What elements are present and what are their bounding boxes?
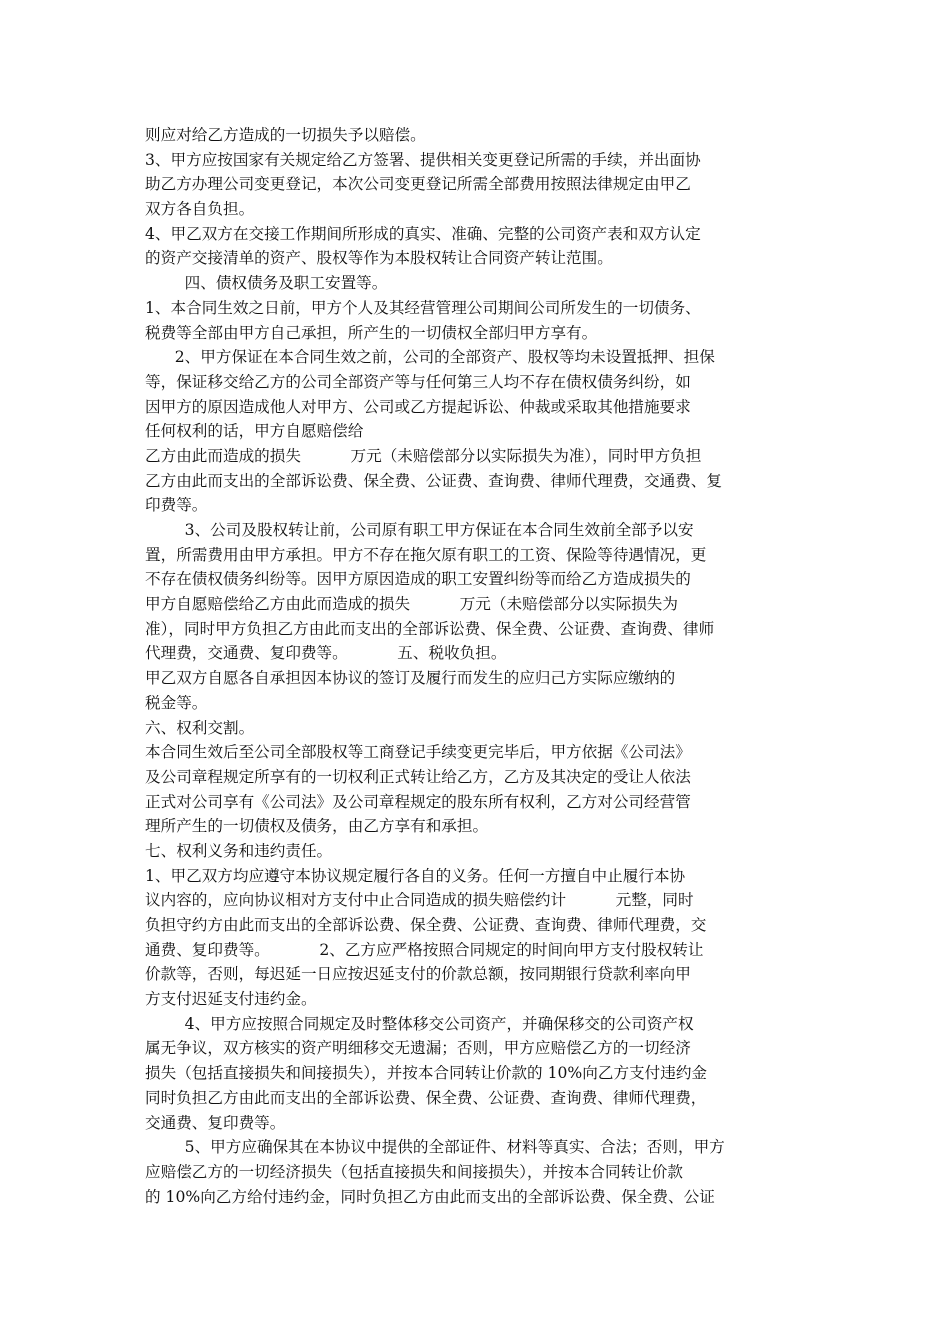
text-line: 同时负担乙方由此而支出的全部诉讼费、保全费、公证费、查询费、律师代理费， [145, 1088, 707, 1107]
text-line: 属无争议，双方核实的资产明细移交无遗漏；否则，甲方应赔偿乙方的一切经济 [145, 1039, 691, 1058]
text-line: 税金等。 [145, 693, 208, 712]
text-line: 乙方由此而造成的损失 万元（未赔偿部分以实际损失为准），同时甲方负担 [145, 446, 702, 465]
text-line: 则应对给乙方造成的一切损失予以赔偿。 [145, 126, 426, 144]
text-line: 价款等，否则，每迟延一日应按迟延支付的价款总额，按同期银行贷款利率向甲 [145, 965, 691, 984]
text-line: 助乙方办理公司变更登记，本次公司变更登记所需全部费用按照法律规定由甲乙 [145, 175, 691, 194]
text-line: 税费等全部由甲方自己承担，所产生的一切债权全部归甲方享有。 [145, 323, 598, 342]
text-line: 2、甲方保证在本合同生效之前，公司的全部资产、股权等均未设置抵押、担保 [145, 348, 715, 367]
text-line: 的 10%向乙方给付违约金，同时负担乙方由此而支出的全部诉讼费、保全费、公证 [145, 1187, 715, 1206]
text-line: 理所产生的一切债权及债务，由乙方享有和承担。 [145, 817, 489, 836]
text-line: 及公司章程规定所享有的一切权利正式转让给乙方，乙方及其决定的受让人依法 [145, 767, 691, 786]
text-line: 议内容的，应向协议相对方支付中止合同造成的损失赔偿约计 元整，同时 [145, 891, 694, 910]
text-line: 4、甲乙双方在交接工作期间所形成的真实、准确、完整的公司资产表和双方认定 [145, 224, 701, 243]
document-body [145, 123, 813, 1209]
text-line: 交通费、复印费等。 [145, 1113, 286, 1132]
text-line: 甲方自愿赔偿给乙方由此而造成的损失 万元（未赔偿部分以实际损失为 [145, 595, 678, 614]
text-line: 3、公司及股权转让前，公司原有职工甲方保证在本合同生效前全部予以安 [145, 521, 694, 539]
text-line: 1、甲乙双方均应遵守本协议规定履行各自的义务。任何一方擅自中止履行本协 [145, 866, 686, 885]
text-line: 代理费，交通费、复印费等。 五、税收负担。 [145, 644, 507, 663]
text-line: 负担守约方由此而支出的全部诉讼费、保全费、公证费、查询费、律师代理费，交 [145, 916, 707, 934]
text-line: 本合同生效后至公司全部股权等工商登记手续变更完毕后，甲方依据《公司法》 [145, 743, 691, 762]
text-line: 通费、复印费等。 2、乙方应严格按照合同规定的时间向甲方支付股权转让 [145, 940, 704, 959]
text-line: 准），同时甲方负担乙方由此而支出的全部诉讼费、保全费、公证费、查询费、律师 [145, 619, 715, 638]
text-line: 六、权利交割。 [145, 718, 255, 737]
text-line: 1、本合同生效之日前，甲方个人及其经营管理公司期间公司所发生的一切债务、 [145, 298, 701, 317]
text-line: 的资产交接清单的资产、股权等作为本股权转让合同资产转让范围。 [145, 249, 613, 268]
text-line: 4、甲方应按照合同规定及时整体移交公司资产，并确保移交的公司资产权 [145, 1014, 694, 1033]
text-line: 损失（包括直接损失和间接损失），并按本合同转让价款的 10%向乙方支付违约金 [145, 1064, 708, 1083]
text-line: 方支付迟延支付违约金。 [145, 990, 317, 1009]
text-line: 等，保证移交给乙方的公司全部资产等与任何第三人均不存在债权债务纠纷，如 [145, 372, 691, 391]
text-line: 四、债权债务及职工安置等。 [145, 274, 388, 293]
text-line: 印费等。 [145, 496, 208, 515]
text-line: 双方各自负担。 [145, 200, 255, 219]
text-line: 乙方由此而支出的全部诉讼费、保全费、公证费、查询费、律师代理费，交通费、复 [145, 471, 722, 490]
text-line: 不存在债权债务纠纷等。因甲方原因造成的职工安置纠纷等而给乙方造成损失的 [145, 570, 691, 589]
text-line: 3、甲方应按国家有关规定给乙方签署、提供相关变更登记所需的手续，并出面协 [145, 150, 701, 169]
text-line: 正式对公司享有《公司法》及公司章程规定的股东所有权利，乙方对公司经营管 [145, 792, 691, 811]
text-line: 5、甲方应确保其在本协议中提供的全部证件、材料等真实、合法；否则，甲方 [145, 1138, 725, 1157]
text-line: 置，所需费用由甲方承担。甲方不存在拖欠原有职工的工资、保险等待遇情况，更 [145, 545, 707, 564]
text-line: 任何权利的话，甲方自愿赔偿给 [145, 422, 364, 441]
text-line: 七、权利义务和违约责任。 [145, 841, 333, 860]
text-line: 因甲方的原因造成他人对甲方、公司或乙方提起诉讼、仲裁或采取其他措施要求 [145, 397, 691, 416]
text-line: 甲乙双方自愿各自承担因本协议的签订及履行而发生的应归己方实际应缴纳的 [145, 669, 676, 688]
text-line: 应赔偿乙方的一切经济损失（包括直接损失和间接损失），并按本合同转让价款 [145, 1162, 683, 1181]
